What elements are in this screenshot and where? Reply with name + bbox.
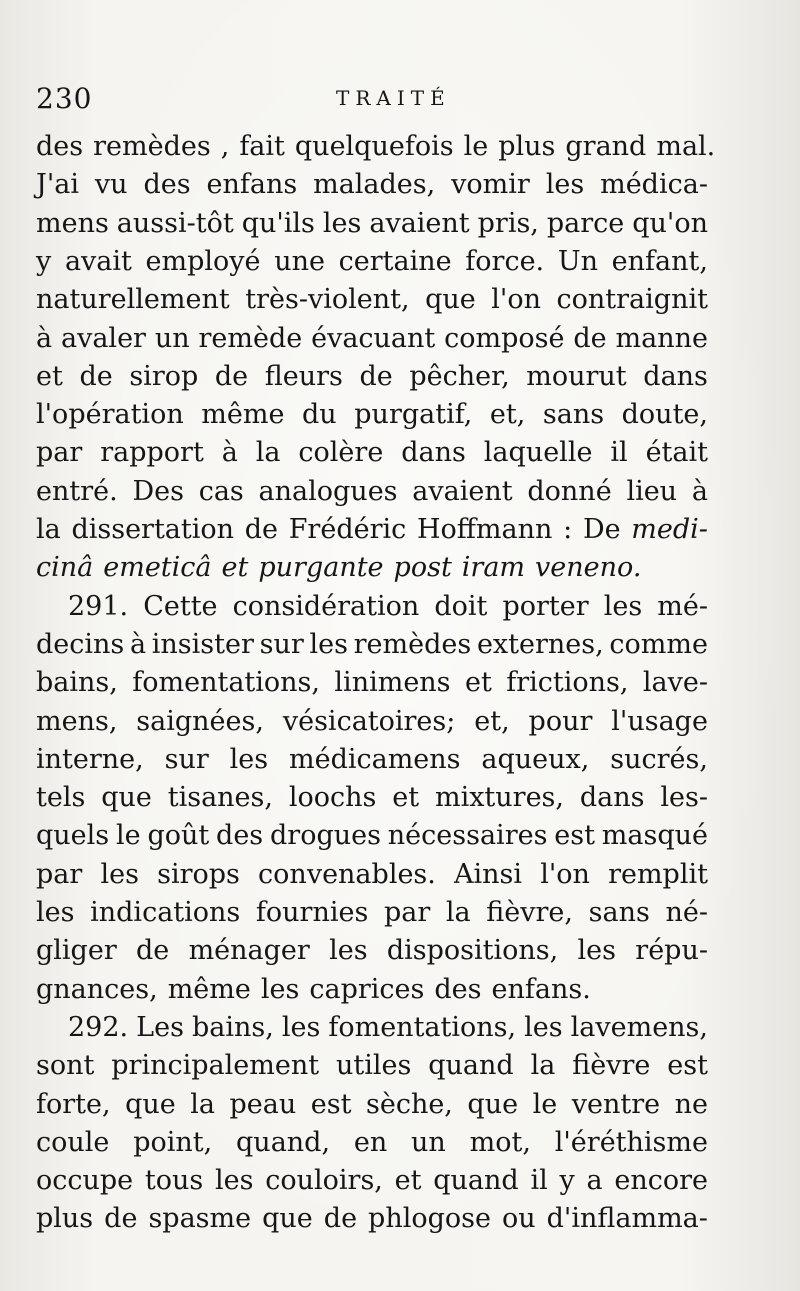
text-line: à avaler un remède évacuant composé de manne [36,322,708,354]
text-line: decins à insister sur les remèdes externes, comme [36,628,708,660]
text-line: et de sirop de fleurs de pêcher, mourut dans [36,360,708,392]
text-line: cinâ emeticâ et purgante post iram veneno. [36,552,642,584]
text-line: naturellement très-violent, que l'on contraignit [36,284,708,316]
text-line: gnances, même les caprices des enfans. [36,973,591,1005]
text-line: coule point, quand, en un mot, l'éréthisme [36,1126,708,1158]
text-line: par les sirops convenables. Ainsi l'on remplit [36,858,708,890]
text-line: bains, fomentations, linimens et frictions, lave- [36,667,708,699]
text-line: y avait employé une certaine force. Un enfant, [36,245,708,277]
text-line: J'ai vu des enfans malades, vomir les médica- [36,169,708,201]
text-line: quels le goût des drogues nécessaires est masqué [36,820,708,852]
text-line: par rapport à la colère dans laquelle il était [36,437,708,469]
text-line: la dissertation de Frédéric Hoffmann : De medi- [36,514,708,545]
running-head: TRAITÉ [336,86,451,110]
text-line: gliger de ménager les dispositions, les répu- [36,935,708,967]
text-line: forte, que la peau est sèche, que le ventre ne [36,1088,708,1120]
text-line: 292. Les bains, les fomentations, les lavemens, [68,1011,708,1043]
page-number: 230 [36,82,93,115]
text-line: tels que tisanes, loochs et mixtures, dans les- [36,782,708,814]
body-text [36,128,716,1268]
text-line: interne, sur les médicamens aqueux, sucrés, [36,743,708,775]
text-line: occupe tous les couloirs, et quand il y a encore [36,1165,708,1197]
text-line: mens, saignées, vésicatoires; et, pour l'usage [36,705,708,737]
text-line: 291. Cette considération doit porter les mé- [68,590,708,622]
text-line: des remèdes , fait quelquefois le plus grand mal. [36,131,716,162]
text-line: sont principalement utiles quand la fièvre est [36,1050,708,1082]
text-line: plus de spasme que de phlogose ou d'inflamma- [36,1203,708,1235]
text-line: entré. Des cas analogues avaient donné lieu à [36,475,708,507]
page-header [36,82,736,122]
text-line: mens aussi-tôt qu'ils les avaient pris, parce qu'on [36,207,708,239]
text-line: l'opération même du purgatif, et, sans doute, [36,399,708,431]
text-line: les indications fournies par la fièvre, sans né- [36,897,708,928]
